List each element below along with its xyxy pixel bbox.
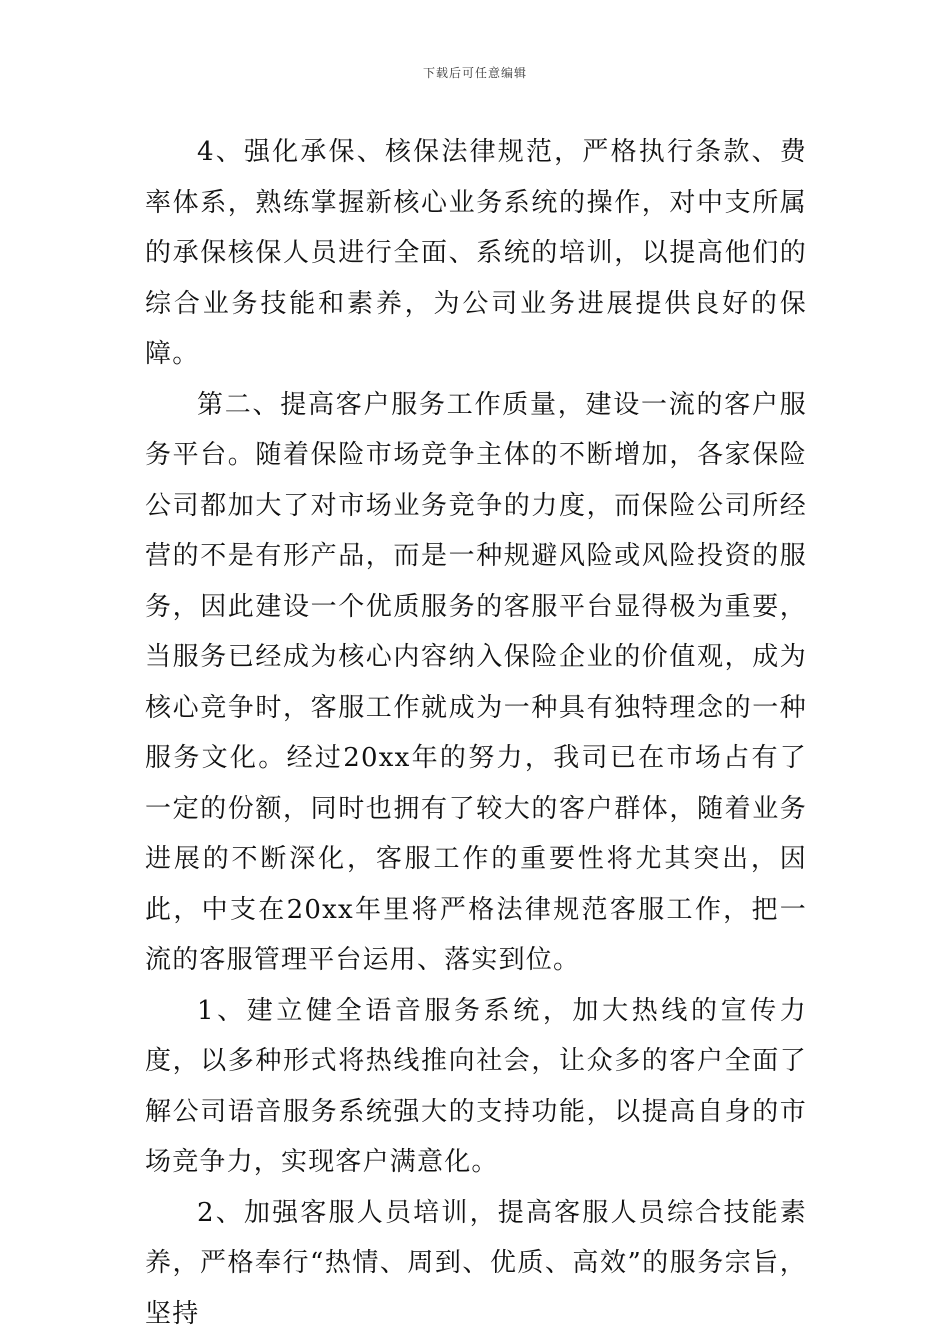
paragraph-staff-training: 2、加强客服人员培训，提高客服人员综合技能素养，严格奉行“热情、周到、优质、高效”的服务宗旨，坚持 — [145, 1197, 807, 1329]
header-note: 下载后可任意编辑 — [422, 66, 527, 80]
paragraph-voice-service: 1、建立健全语音服务系统，加大热线的宣传力度，以多种形式将热线推向社会，让众多的客户全面了解公司语音服务系统强大的支持功能，以提高自身的市场竞争力，实现客户满意化。 — [145, 995, 807, 1177]
paragraph-customer-service: 第二、提高客户服务工作质量，建设一流的客户服务平台。随着保险市场竞争主体的不断增加，各家保险公司都加大了对市场业务竞争的力度，而保险公司所经营的不是有形产品，而是一种规避风险或风险投资的服务，因此建设一个优质服务的客服平台显得极为重要，当服务已经成为核心内容纳入保险企业的价值观，成为核心竞争时，客服工作就成为一种具有独特理念的一种服务文化。经过20xx年的努力，我司已在市场占有了一定的份额，同时也拥有了较大的客户群体，随着业务进展的不断深化，客服工作的重要性将尤其突出，因此，中支在20xx年里将严格法律规范客服工作，把一流的客服管理平台运用、落实到位。 — [145, 389, 807, 975]
paragraph-underwriting: 4、强化承保、核保法律规范，严格执行条款、费率体系，熟练掌握新核心业务系统的操作，对中支所属的承保核保人员进行全面、系统的培训，以提高他们的综合业务技能和素养，为公司业务进展提供良好的保障。 — [145, 137, 807, 369]
document-body — [145, 127, 807, 1339]
